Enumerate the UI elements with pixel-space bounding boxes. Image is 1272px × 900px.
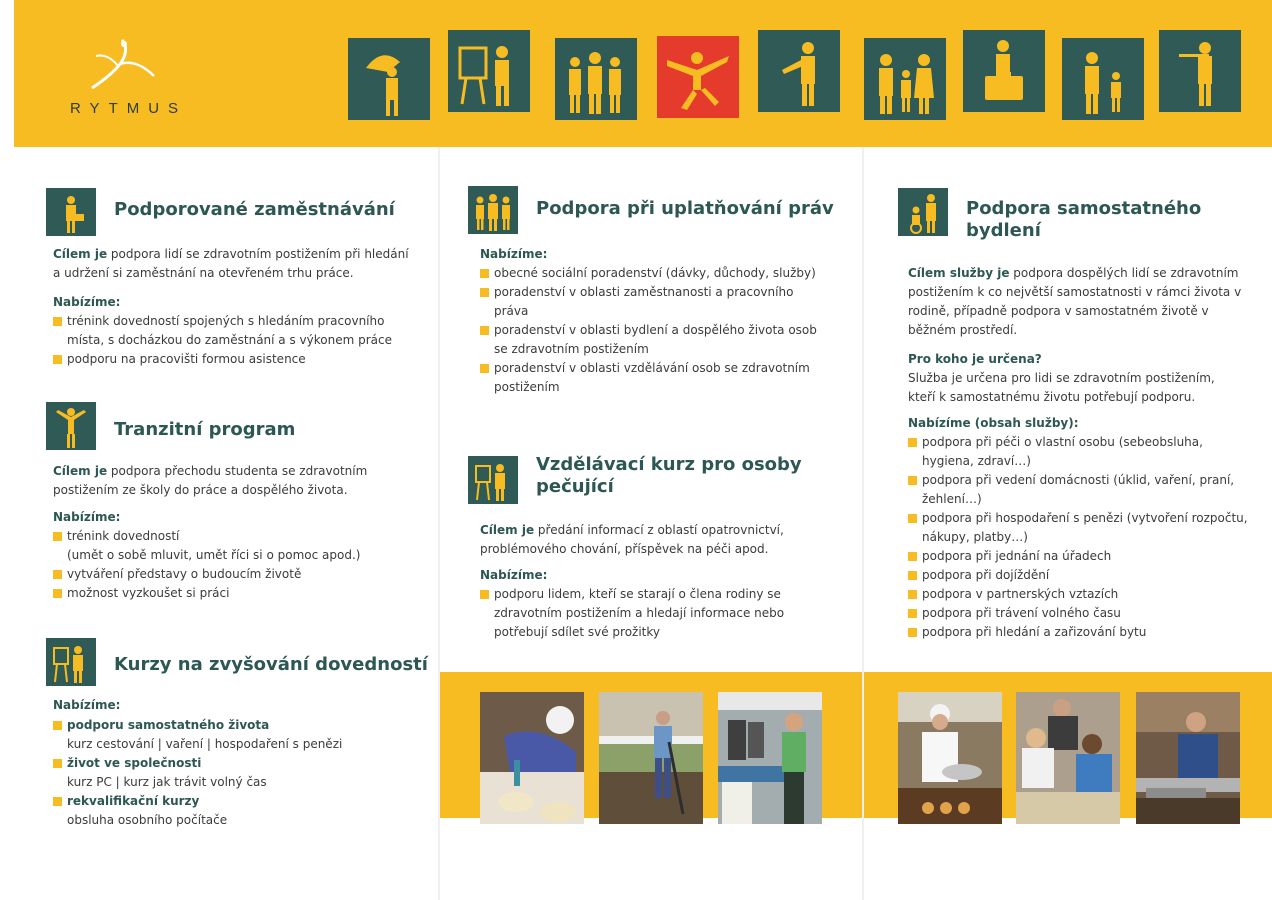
photo-group-table [1016,692,1120,824]
section-title-courses: Kurzy na zvyšování dovedností [114,654,428,675]
list-item: rekvalifikační kurzy [53,792,413,811]
list-item: život ve společnosti [53,754,413,773]
list-item: obecné sociální poradenství (dávky, důchody, služby) [480,264,825,283]
section-title-housing: Podpora samostatného bydlení [966,198,1202,241]
list-item: poradenství v oblasti bydlení a dospělého života osob se zdravotním postižením [480,321,825,359]
list-item: podporu na pracovišti formou asistence [53,350,403,369]
list-item-note: (umět o sobě mluvit, umět říci si o pomoc apod.) [67,548,361,562]
caregivers-section-icon [468,456,518,504]
housing-for-label: Pro koho je určena? [908,352,1042,366]
list-item: možnost vyzkoušet si práci [53,584,413,603]
painter-icon [448,30,530,112]
list-item: podpora v partnerských vztazích [908,585,1248,604]
section-title-employment: Podporované zaměstnávání [114,199,395,220]
waving-person-icon [758,30,840,112]
housing-offer-label: Nabízíme (obsah služby): [908,416,1079,430]
photo-baking [480,692,584,824]
list-item: podporu samostatného života [53,716,413,735]
employment-offer-label: Nabízíme: [53,295,121,309]
section-title-transit: Tranzitní program [114,419,296,440]
list-item: trénink dovedností [53,527,413,546]
header-band [14,0,1272,147]
parent-child-icon [1062,38,1144,120]
list-item: podpora při vedení domácnosti (úklid, vaření, praní, žehlení…) [908,471,1248,509]
photo-metalwork [1136,692,1240,824]
employment-offer-list [53,312,403,369]
list-item-note: kurz cestování | vaření | hospodaření s penězi [67,737,343,751]
list-item: vytváření představy o budoucím životě [53,565,413,584]
caregivers-goal: Cílem je předání informací z oblastí opatrovnictví, problémového chování, příspěvek na péči apod. [480,523,784,556]
family-icon [864,38,946,120]
courses-offer-list [53,716,413,830]
caregivers-offer-label: Nabízíme: [480,568,548,582]
list-item: podpora při péči o vlastní osobu (sebeobsluha, hygiena, zdraví…) [908,433,1248,471]
courses-offer-label: Nabízíme: [53,698,121,712]
rights-offer-list [480,264,825,397]
logo-text: RYTMUS [70,100,188,117]
list-item: podpora při trávení volného času [908,604,1248,623]
dancing-person-icon [657,36,739,118]
rights-section-icon [468,186,518,234]
section-title-rights: Podpora při uplatňování práv [536,198,834,219]
employment-goal: Cílem je podpora lidí se zdravotním postižením při hledání a udržení si zaměstnání na otevřeném trhu práce. [53,247,409,280]
rights-offer-label: Nabízíme: [480,247,548,261]
dancer-logo-icon [82,36,162,98]
list-item: poradenství v oblasti vzdělávání osob se zdravotním postižením [480,359,825,397]
transit-goal: Cílem je podpora přechodu studenta se zdravotním postižením ze školy do práce a dospělého života. [53,464,368,497]
person-with-suitcase-icon [963,30,1045,112]
caregivers-offer-list [480,585,810,642]
section-title-caregivers: Vzdělávací kurz pro osoby pečující [536,454,802,497]
list-item: poradenství v oblasti zaměstnanosti a pracovního práva [480,283,825,321]
flute-player-icon [1159,30,1241,112]
photo-cooking [898,692,1002,824]
three-people-icon [555,38,637,120]
list-item: podporu lidem, kteří se starají o člena rodiny se zdravotním postižením a hledají informace nebo potřebují sdílet své prožitky [480,585,810,642]
housing-offer-list [908,433,1248,642]
photo-gardening [599,692,703,824]
list-item: podpora při hledání a zařizování bytu [908,623,1248,642]
transit-section-icon [46,402,96,450]
list-item: podpora při hospodaření s penězi (vytvoření rozpočtu, nákupy, platby…) [908,509,1248,547]
list-item-note: kurz PC | kurz jak trávit volný čas [67,775,267,789]
list-item-note: obsluha osobního počítače [67,813,228,827]
courses-section-icon [46,638,96,686]
list-item: podpora při dojíždění [908,566,1248,585]
transit-offer-label: Nabízíme: [53,510,121,524]
photo-workshop [718,692,822,824]
housing-for-text: Služba je určena pro lidi se zdravotním postižením, kteří k samostatnému životu potřebují podporu. [908,371,1215,404]
list-item: trénink dovedností spojených s hledáním pracovního místa, s docházkou do zaměstnání a s výkonem práce [53,312,403,350]
employment-section-icon [46,188,96,236]
list-item: podpora při jednání na úřadech [908,547,1248,566]
housing-goal: Cílem služby je podpora dospělých lidí se zdravotním postižením k co největší samostatnosti v rámci života v rodině, případně podpora v samostatném životě v běžném prostředí. [908,266,1242,337]
umbrella-person-icon [348,38,430,120]
transit-offer-list [53,527,413,603]
housing-section-icon [898,188,948,236]
rytmus-logo [52,36,212,126]
